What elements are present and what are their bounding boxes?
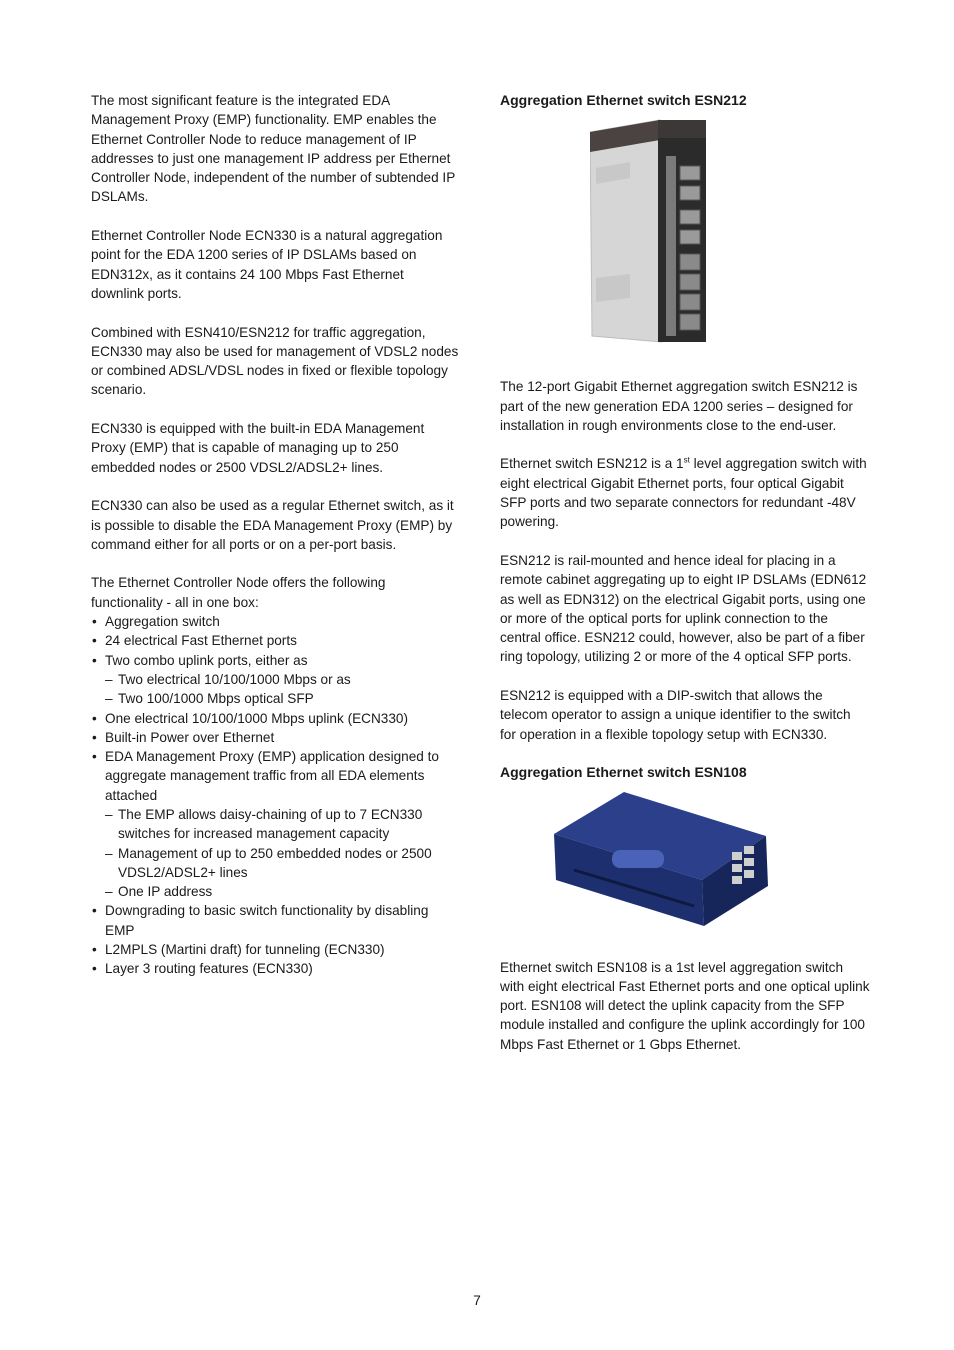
list-item: • One electrical 10/100/1000 Mbps uplink (ECN330) — [91, 709, 459, 728]
left-column — [91, 91, 459, 979]
sub-list-item: – Two 100/1000 Mbps optical SFP — [105, 689, 459, 708]
paragraph-esn108: Ethernet switch ESN108 is a 1st level aggregation switch with eight electrical Fast Ethernet ports and one optical uplink port. ESN108 will detect the uplink capacity from the SFP module installed and configure the uplink accordingly for 100 Mbps Fast Ethernet or 1 Gbps Ethernet. — [500, 959, 870, 1052]
paragraph-esn212-rail: ESN212 is rail-mounted and hence ideal for placing in a remote cabinet aggregating up to eight IP DSLAMs (EDN612 as well as EDN312) on the electrical Gigabit ports, using one or more of the optical ports for uplink connection to the central office. ESN212 could, however, also be part of a fiber ring topology, utilizing 2 or more of the 4 optical SFP ports. — [500, 552, 867, 665]
sub-list — [105, 670, 459, 709]
list-item: • 24 electrical Fast Ethernet ports — [91, 631, 459, 650]
sub-list-item: – One IP address — [105, 882, 459, 901]
paragraph-esn212-level: Ethernet switch ESN212 is a 1st level aggregation switch with eight electrical Gigabit Ethernet ports, four optical Gigabit SFP ports and two separate connectors for redundant -48V powering. — [500, 455, 867, 530]
list-item: • L2MPLS (Martini draft) for tunneling (ECN330) — [91, 940, 459, 959]
paragraph-esn212-dip: ESN212 is equipped with a DIP-switch that allows the telecom operator to assign a unique identifier to the switch for operation in a flexible topology setup with ECN330. — [500, 688, 851, 742]
list-item: • Aggregation switch — [91, 612, 459, 631]
esn212-product-photo — [590, 118, 708, 344]
sub-list — [105, 805, 459, 901]
heading-esn212: Aggregation Ethernet switch ESN212 — [500, 92, 747, 108]
heading-esn108: Aggregation Ethernet switch ESN108 — [500, 764, 747, 781]
list-item: • Built-in Power over Ethernet — [91, 728, 459, 747]
paragraph-emp-builtin: ECN330 is equipped with the built-in EDA Management Proxy (EMP) that is capable of managing up to 250 embedded nodes or 2500 VDSL2/ADSL2+ lines. — [91, 421, 425, 475]
page-number: 7 — [473, 1293, 481, 1308]
list-item: • Two combo uplink ports, either as – Two electrical 10/100/1000 Mbps or as – Two 100/1000 Mbps optical SFP — [91, 651, 459, 709]
list-item: • EDA Management Proxy (EMP) application designed to aggregate management traffic from all EDA elements attached – The EMP allows daisy-chaining of up to 7 ECN330 switches for increased management capacity – Management of up to 250 embedded nodes or 2500 VDSL2/ADSL2+ lines – One IP address — [91, 747, 459, 901]
sub-list-item: – Management of up to 250 embedded nodes or 2500 VDSL2/ADSL2+ lines — [105, 844, 459, 883]
paragraph-regular-switch: ECN330 can also be used as a regular Ethernet switch, as it is possible to disable the EDA Management Proxy (EMP) by command either for all ports or on a per-port basis. — [91, 498, 454, 552]
paragraph-esn212-intro: The 12-port Gigabit Ethernet aggregation switch ESN212 is part of the new generation EDA 1200 series – designed for installation in rough environments close to the end-user. — [500, 379, 858, 433]
sub-list-item: – Two electrical 10/100/1000 Mbps or as — [105, 670, 459, 689]
functionality-list — [91, 612, 459, 979]
sub-list-item: – The EMP allows daisy-chaining of up to 7 ECN330 switches for increased management capacity — [105, 805, 459, 844]
functionality-intro: The Ethernet Controller Node offers the following functionality - all in one box: — [91, 575, 386, 610]
esn108-product-photo — [554, 790, 772, 930]
paragraph-emp-feature: The most significant feature is the integrated EDA Management Proxy (EMP) functionality. EMP enables the Ethernet Controller Node to reduce management of IP addresses to just one management IP address per Ethernet Controller Node, independent of the number of subtended IP DSLAMs. — [91, 93, 456, 205]
list-item: • Layer 3 routing features (ECN330) — [91, 959, 459, 978]
right-column — [500, 91, 870, 1073]
paragraph-combined-esn: Combined with ESN410/ESN212 for traffic aggregation, ECN330 may also be used for management of VDSL2 nodes or combined ADSL/VDSL nodes in fixed or flexible topology scenario. — [91, 324, 459, 398]
paragraph-ecn330-aggregation: Ethernet Controller Node ECN330 is a natural aggregation point for the EDA 1200 series of IP DSLAMs based on EDN312x, as it contains 24 100 Mbps Fast Ethernet downlink ports. — [91, 228, 443, 301]
esn212-side-panel — [590, 120, 662, 342]
list-item: • Downgrading to basic switch functionality by disabling EMP — [91, 901, 459, 940]
